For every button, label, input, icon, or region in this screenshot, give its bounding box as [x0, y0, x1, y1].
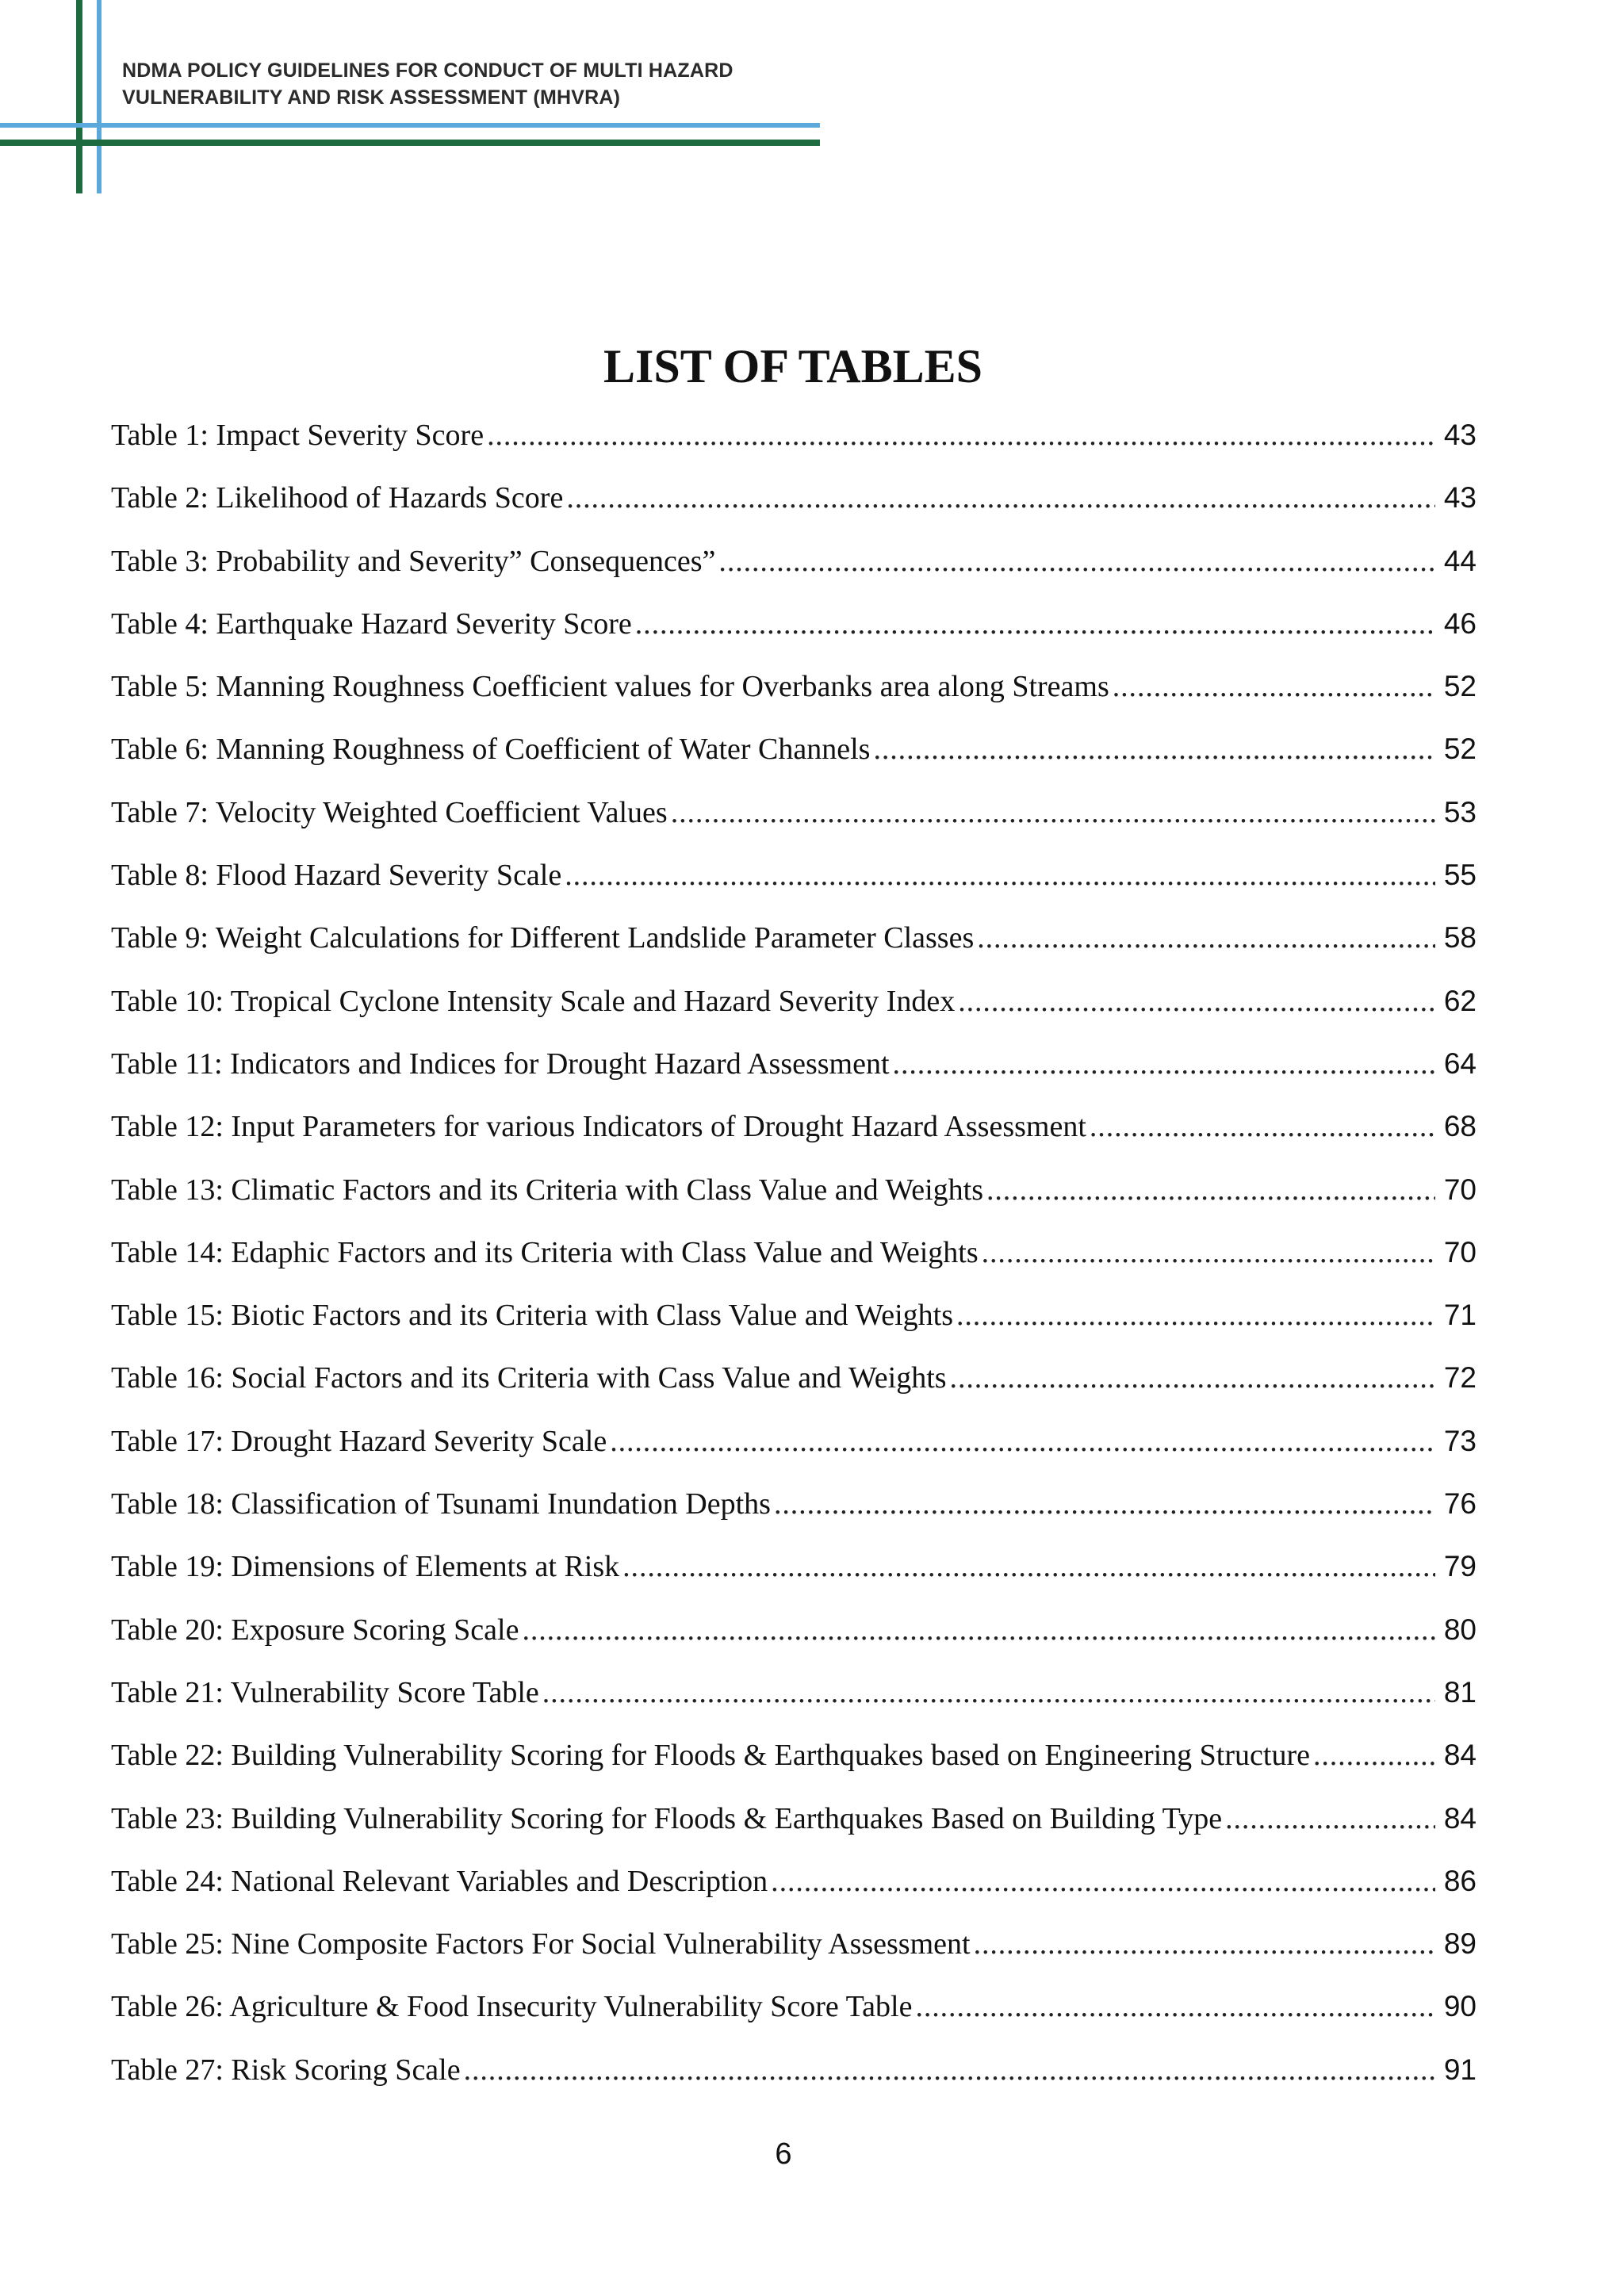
toc-entry-page: 80 [1443, 1613, 1477, 1646]
toc-entry-label: Table 20: Exposure Scoring Scale [111, 1613, 519, 1647]
toc-entry-page: 64 [1443, 1047, 1477, 1080]
toc-entry-label: Table 3: Probability and Severity” Consequences” [111, 544, 716, 578]
dot-leader [566, 480, 1435, 516]
toc-entry[interactable] [111, 601, 1477, 664]
toc-entry-page: 53 [1443, 795, 1477, 828]
toc-entry-label: Table 19: Dimensions of Elements at Risk [111, 1550, 620, 1584]
toc-entry[interactable] [111, 664, 1477, 726]
dot-leader [974, 1926, 1435, 1962]
toc-entry[interactable] [111, 1858, 1477, 1921]
toc-entry-label: Table 14: Edaphic Factors and its Criteria with Class Value and Weights [111, 1235, 979, 1269]
page-number: 6 [775, 2137, 792, 2171]
toc-entry-label: Table 4: Earthquake Hazard Severity Score [111, 607, 632, 641]
toc-entry-page: 90 [1443, 1990, 1477, 2023]
toc-entry-label: Table 6: Manning Roughness of Coefficient of Water Channels [111, 733, 871, 767]
toc-entry[interactable] [111, 915, 1477, 978]
toc-entry-label: Table 27: Risk Scoring Scale [111, 2053, 461, 2087]
dot-leader [1225, 1800, 1435, 1837]
dot-leader [1313, 1737, 1435, 1774]
toc-entry[interactable] [111, 1104, 1477, 1166]
toc-entry-label: Table 1: Impact Severity Score [111, 419, 485, 452]
toc-entry[interactable] [111, 790, 1477, 852]
toc-entry[interactable] [111, 852, 1477, 915]
toc-entry-page: 89 [1443, 1927, 1477, 1961]
toc-entry-label: Table 21: Vulnerability Score Table [111, 1675, 539, 1709]
toc-entry-page: 58 [1443, 921, 1477, 955]
page-title: LIST OF TABLES [603, 340, 982, 392]
dot-leader [610, 1423, 1435, 1460]
toc-entry-page: 46 [1443, 607, 1477, 640]
toc-entry[interactable] [111, 1607, 1477, 1670]
dot-leader [950, 1360, 1435, 1396]
toc-entry[interactable] [111, 2047, 1477, 2110]
toc-entry-page: 62 [1443, 984, 1477, 1017]
toc-entry-page: 86 [1443, 1864, 1477, 1897]
header-vertical-blue-rule [97, 0, 102, 193]
toc-entry-label: Table 9: Weight Calculations for Different Landslide Parameter Classes [111, 921, 975, 955]
toc-entry-page: 70 [1443, 1235, 1477, 1269]
dot-leader [622, 1548, 1435, 1585]
toc-entry-page: 52 [1443, 733, 1477, 766]
dot-leader [774, 1486, 1435, 1522]
toc-entry-label: Table 22: Building Vulnerability Scoring for Floods & Earthquakes based on Engineering Structure [111, 1739, 1310, 1773]
dot-leader [893, 1046, 1435, 1082]
dot-leader [982, 1234, 1435, 1271]
toc-entry-page: 73 [1443, 1424, 1477, 1457]
dot-leader [956, 1297, 1435, 1334]
toc-entry-label: Table 16: Social Factors and its Criteria with Cass Value and Weights [111, 1361, 947, 1395]
toc-entry[interactable] [111, 1355, 1477, 1418]
toc-entry[interactable] [111, 1732, 1477, 1795]
toc-entry-page: 71 [1443, 1299, 1477, 1332]
toc-entry[interactable] [111, 1670, 1477, 1732]
toc-entry-page: 43 [1443, 419, 1477, 451]
toc-entry-label: Table 18: Classification of Tsunami Inundation Depths [111, 1487, 771, 1521]
toc-entry-page: 52 [1443, 670, 1477, 703]
toc-entry-label: Table 26: Agriculture & Food Insecurity Vulnerability Score Table [111, 1990, 913, 2024]
dot-leader [1090, 1108, 1435, 1145]
dot-leader [718, 543, 1435, 580]
dot-leader [542, 1674, 1435, 1711]
dot-leader [671, 794, 1435, 831]
toc-entry[interactable] [111, 412, 1477, 475]
toc-entry[interactable] [111, 1041, 1477, 1104]
toc-entry-label: Table 12: Input Parameters for various Indicators of Drought Hazard Assessment [111, 1110, 1086, 1144]
header-horizontal-green-rule [0, 140, 820, 146]
toc-entry[interactable] [111, 1984, 1477, 2046]
toc-entry[interactable] [111, 1167, 1477, 1230]
toc-entry-page: 70 [1443, 1173, 1477, 1206]
dot-leader [771, 1863, 1435, 1900]
header-horizontal-blue-rule [0, 123, 820, 128]
list-of-tables [111, 412, 1477, 2110]
toc-entry-label: Table 5: Manning Roughness Coefficient values for Overbanks area along Streams [111, 670, 1109, 704]
toc-entry-label: Table 24: National Relevant Variables and Description [111, 1864, 768, 1898]
toc-entry[interactable] [111, 1292, 1477, 1355]
toc-entry-label: Table 7: Velocity Weighted Coefficient Values [111, 795, 668, 829]
toc-entry-page: 81 [1443, 1675, 1477, 1709]
toc-entry[interactable] [111, 475, 1477, 538]
toc-entry-page: 55 [1443, 859, 1477, 892]
toc-entry-page: 43 [1443, 481, 1477, 515]
toc-entry-label: Table 25: Nine Composite Factors For Social Vulnerability Assessment [111, 1927, 971, 1961]
toc-entry[interactable] [111, 1230, 1477, 1292]
toc-entry-page: 79 [1443, 1550, 1477, 1583]
toc-entry-label: Table 8: Flood Hazard Severity Scale [111, 859, 562, 893]
toc-entry-page: 68 [1443, 1110, 1477, 1143]
toc-entry-page: 72 [1443, 1361, 1477, 1395]
toc-entry-page: 44 [1443, 544, 1477, 577]
dot-leader [915, 1988, 1435, 2025]
toc-entry-page: 84 [1443, 1801, 1477, 1835]
toc-entry[interactable] [111, 978, 1477, 1041]
dot-leader [873, 731, 1435, 767]
dot-leader [635, 606, 1435, 642]
toc-entry[interactable] [111, 1921, 1477, 1984]
toc-entry-label: Table 13: Climatic Factors and its Criteria with Class Value and Weights [111, 1173, 983, 1207]
toc-entry-label: Table 23: Building Vulnerability Scoring for Floods & Earthquakes Based on Building Type [111, 1801, 1223, 1835]
toc-entry-label: Table 17: Drought Hazard Severity Scale [111, 1424, 607, 1458]
toc-entry-label: Table 15: Biotic Factors and its Criteria with Class Value and Weights [111, 1299, 953, 1333]
toc-entry[interactable] [111, 1544, 1477, 1606]
toc-entry[interactable] [111, 538, 1477, 601]
running-header [122, 57, 733, 111]
toc-entry[interactable] [111, 1418, 1477, 1481]
dot-leader [958, 983, 1435, 1020]
dot-leader [464, 2052, 1435, 2088]
dot-leader [522, 1612, 1435, 1648]
toc-entry-page: 84 [1443, 1739, 1477, 1772]
toc-entry[interactable] [111, 1796, 1477, 1858]
dot-leader [986, 1172, 1435, 1208]
toc-entry-label: Table 11: Indicators and Indices for Drought Hazard Assessment [111, 1047, 890, 1081]
dot-leader [565, 857, 1435, 894]
toc-entry[interactable] [111, 726, 1477, 789]
toc-entry[interactable] [111, 1481, 1477, 1544]
running-header-line-1: NDMA POLICY GUIDELINES FOR CONDUCT OF MULTI HAZARD [122, 59, 733, 82]
toc-entry-page: 91 [1443, 2053, 1477, 2086]
toc-entry-label: Table 2: Likelihood of Hazards Score [111, 481, 564, 515]
header-vertical-green-rule [76, 0, 82, 193]
toc-entry-page: 76 [1443, 1487, 1477, 1521]
dot-leader [1113, 668, 1435, 705]
toc-entry-label: Table 10: Tropical Cyclone Intensity Scale and Hazard Severity Index [111, 984, 956, 1018]
dot-leader [977, 920, 1435, 956]
running-header-line-2: VULNERABILITY AND RISK ASSESSMENT (MHVRA) [122, 86, 621, 109]
dot-leader [487, 417, 1435, 453]
